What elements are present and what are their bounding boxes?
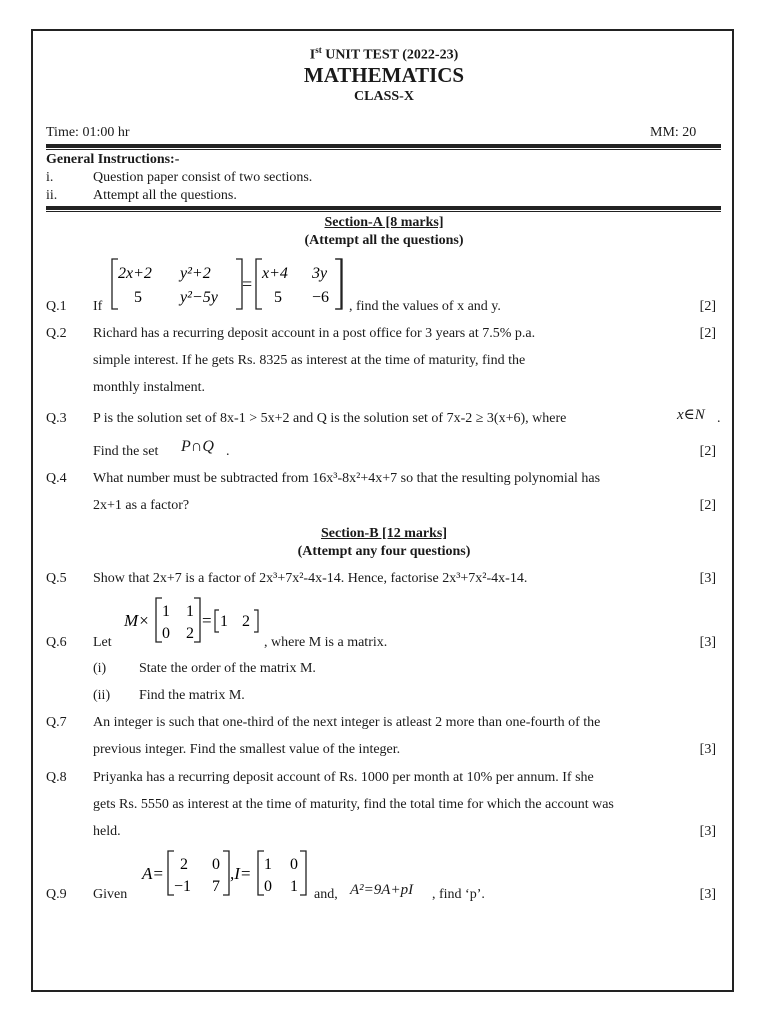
q6-sub-num: (ii) — [93, 688, 111, 703]
instruction-text: Question paper consist of two sections. — [93, 170, 313, 185]
q1-b12: 3y — [312, 265, 328, 282]
instruction-num: i. — [46, 170, 54, 185]
q9-marks: [3] — [699, 887, 716, 902]
q4-line1: What number must be subtracted from 16x³-8x²+4x+7 so that the resulting polynomial has — [93, 471, 601, 486]
q3-period: . — [717, 411, 721, 426]
q6-m21: 0 — [162, 625, 170, 642]
section-b-title-text: Section-B [12 marks] — [321, 526, 447, 541]
q7-marks: [3] — [699, 742, 716, 757]
q4-marks: [2] — [699, 498, 716, 513]
q6-matrix-equation — [122, 594, 266, 646]
q1-matrix-equation — [108, 254, 350, 314]
q9-i22: 1 — [290, 878, 298, 895]
q8-line2: gets Rs. 5550 as interest at the time of maturity, find the total time for which the account was — [93, 797, 614, 812]
q2-line: monthly instalment. — [93, 380, 205, 395]
test-sup: st — [315, 45, 322, 55]
q9-tail: , find ‘p’. — [432, 887, 485, 902]
q1-a12: y²+2 — [180, 265, 211, 282]
q1-a22: y²−5y — [180, 289, 218, 306]
q3-line2-tail: . — [226, 444, 230, 459]
q9-lead: Given — [93, 887, 128, 902]
time-label: Time: 01:00 hr — [46, 125, 130, 140]
q6-tail: , where M is a matrix. — [264, 635, 388, 650]
q2-line: Richard has a recurring deposit account in a post office for 3 years at 7.5% p.a. — [93, 326, 536, 341]
q6-r1: 1 — [220, 613, 228, 630]
q9-i11: 1 — [264, 856, 272, 873]
q6-m-symbol: M× — [124, 611, 150, 630]
section-a-title-text: Section-A [8 marks] — [324, 215, 444, 230]
section-b-subtitle: (Attempt any four questions) — [297, 544, 471, 559]
q1-b22: −6 — [312, 289, 330, 306]
q6-m12: 1 — [186, 603, 194, 620]
q1-b21: 5 — [274, 289, 282, 306]
q6-m22: 2 — [186, 625, 194, 642]
q9-mid: and, — [314, 887, 338, 902]
q5-marks: [3] — [699, 571, 716, 586]
q9-a11: 2 — [180, 856, 188, 873]
question-number: Q.4 — [46, 471, 67, 486]
q1-b11: x+4 — [262, 265, 288, 282]
q1-a21: 5 — [134, 289, 142, 306]
header-rule — [46, 144, 721, 148]
test-title — [0, 45, 768, 64]
q6-sub-text: State the order of the matrix M. — [139, 661, 316, 676]
q8-line3: held. — [93, 824, 121, 839]
q9-a12: 0 — [212, 856, 220, 873]
q8-marks: [3] — [699, 824, 716, 839]
section-a-title — [0, 215, 768, 231]
q4-line2: 2x+1 as a factor? — [93, 498, 190, 513]
instruction-text: Attempt all the questions. — [93, 188, 237, 203]
q9-i12: 0 — [290, 856, 298, 873]
question-number: Q.8 — [46, 770, 67, 785]
q9-a21: −1 — [174, 878, 192, 895]
question-number: Q.6 — [46, 635, 67, 650]
question-number: Q.5 — [46, 571, 67, 586]
q6-r2: 2 — [242, 613, 250, 630]
question-number: Q.7 — [46, 715, 67, 730]
instructions-heading: General Instructions:- — [46, 152, 180, 167]
instructions-rule — [46, 206, 721, 210]
q9-matrices — [140, 847, 312, 899]
q3-line2-lead: Find the set — [93, 444, 159, 459]
q7-line2: previous integer. Find the smallest value of the integer. — [93, 742, 401, 757]
section-b-title — [0, 526, 768, 542]
subject-title: MATHEMATICS — [303, 63, 465, 87]
q1-tail: , find the values of x and y. — [349, 299, 501, 314]
q1-lead: If — [93, 299, 103, 314]
q5-text: Show that 2x+7 is a factor of 2x³+7x²-4x-14. Hence, factorise 2x³+7x²-4x-14. — [93, 571, 528, 586]
q2-marks: [2] — [699, 326, 716, 341]
q6-sub-num: (i) — [93, 661, 107, 676]
test-title-text: UNIT TEST (2022-23) — [321, 47, 459, 63]
question-number: Q.3 — [46, 411, 67, 426]
max-marks-label: MM: 20 — [650, 125, 697, 140]
q3-marks: [2] — [699, 444, 716, 459]
class-label: CLASS-X — [354, 89, 414, 104]
q1-equals: = — [242, 274, 253, 294]
q9-i21: 0 — [264, 878, 272, 895]
q9-equation: A²=9A+pI — [350, 882, 414, 898]
question-number: Q.2 — [46, 326, 67, 341]
q6-marks: [3] — [699, 635, 716, 650]
q3-set-expression: P∩Q — [181, 438, 214, 455]
instructions-rule-thin — [46, 211, 721, 212]
q9-a22: 7 — [212, 878, 220, 895]
question-number: Q.9 — [46, 887, 67, 902]
section-a-subtitle: (Attempt all the questions) — [304, 233, 464, 248]
q1-marks: [2] — [699, 299, 716, 314]
q1-a11: 2x+2 — [118, 265, 152, 282]
q6-lead: Let — [93, 635, 112, 650]
test-prefix: I — [309, 47, 316, 63]
q9-i-symbol: ,I= — [230, 864, 252, 883]
header-rule-thin — [46, 149, 721, 150]
q2-line: simple interest. If he gets Rs. 8325 as interest at the time of maturity, find the — [93, 353, 526, 368]
q6-sub-text: Find the matrix M. — [139, 688, 245, 703]
q3-line1: P is the solution set of 8x-1 > 5x+2 and Q is the solution set of 7x-2 ≥ 3(x+6), where — [93, 411, 567, 426]
q6-m11: 1 — [162, 603, 170, 620]
instruction-num: ii. — [46, 188, 58, 203]
q3-condition: x∈N — [677, 407, 705, 423]
q6-equals: = — [202, 611, 212, 630]
q8-line1: Priyanka has a recurring deposit account of Rs. 1000 per month at 10% per annum. If she — [93, 770, 594, 785]
q7-line1: An integer is such that one-third of the next integer is atleast 2 more than one-fourth of the — [93, 715, 601, 730]
question-number: Q.1 — [46, 299, 67, 314]
q9-a-symbol: A= — [142, 864, 164, 883]
